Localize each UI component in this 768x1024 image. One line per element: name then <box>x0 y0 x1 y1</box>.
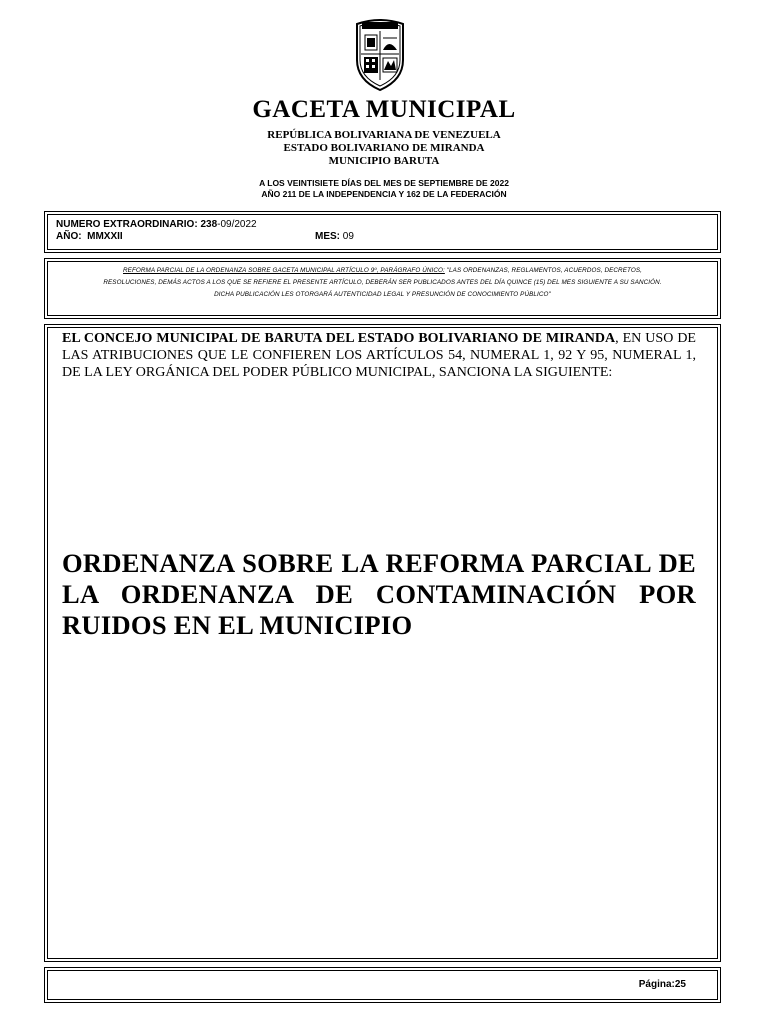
municipal-seal-icon <box>353 16 407 92</box>
council-intro: EL CONCEJO MUNICIPAL DE BARUTA DEL ESTADO BOLIVARIANO DE MIRANDA, EN USO DE LAS ATRIBUCIONES QUE LE CONFIEREN LOS ARTÍCULOS 54, NUMERAL 1, 92 Y 95, NUMERAL 1, DE LA LEY ORGÁNICA DEL PODER PÚBLICO MUNICIPAL, SANCIONA LA SIGUIENTE: <box>62 331 696 380</box>
issue-info-box <box>44 211 721 253</box>
issue-number: NUMERO EXTRAORDINARIO: 238-09/2022 <box>56 219 257 230</box>
header-line-state: ESTADO BOLIVARIANO DE MIRANDA <box>283 142 485 154</box>
legal-notice-text: REFORMA PARCIAL DE LA ORDENANZA SOBRE GACETA MUNICIPAL ARTÍCULO 9º, PARÁGRAFO ÚNICO: "LAS ORDENANZAS, REGLAMENTOS, ACUERDOS, DECRETOS, RESOLUCIONES, DEMÁS ACTOS A LOS QUE SE REFIERE EL PRESENTE ARTÍCULO, DEBERÁN SER PUBLICADOS ANTES DEL DÍA QUINCE (15) DEL MES SIGUIENTE A SU SANCIÓN. DICHA PUBLICACIÓN LES OTORGARÁ AUTENTICIDAD LEGAL Y PRESUNCIÓN DE CONOCIMIENTO PÚBLICO" <box>103 267 662 298</box>
year-line: AÑO 211 DE LA INDEPENDENCIA Y 162 DE LA FEDERACIÓN <box>261 189 507 199</box>
ordinance-title: ORDENANZA SOBRE LA REFORMA PARCIAL DE LA ORDENANZA DE CONTAMINACIÓN POR RUIDOS EN EL MUNICIPIO <box>62 548 696 640</box>
page-footer-box <box>44 967 721 1003</box>
municipal-seal <box>353 16 407 92</box>
main-content-box <box>44 324 721 962</box>
legal-notice-box <box>44 258 721 319</box>
date-line: A LOS VEINTISIETE DÍAS DEL MES DE SEPTIEMBRE DE 2022 <box>259 178 509 188</box>
issue-month: MES: 09 <box>315 231 354 242</box>
page-number: Página:25 <box>638 979 686 990</box>
header-line-municipality: MUNICIPIO BARUTA <box>328 155 440 167</box>
gazette-title: GACETA MUNICIPAL <box>252 96 516 123</box>
issue-year: AÑO: MMXXII <box>56 231 123 242</box>
header-line-republic: REPÚBLICA BOLIVARIANA DE VENEZUELA <box>267 129 501 141</box>
